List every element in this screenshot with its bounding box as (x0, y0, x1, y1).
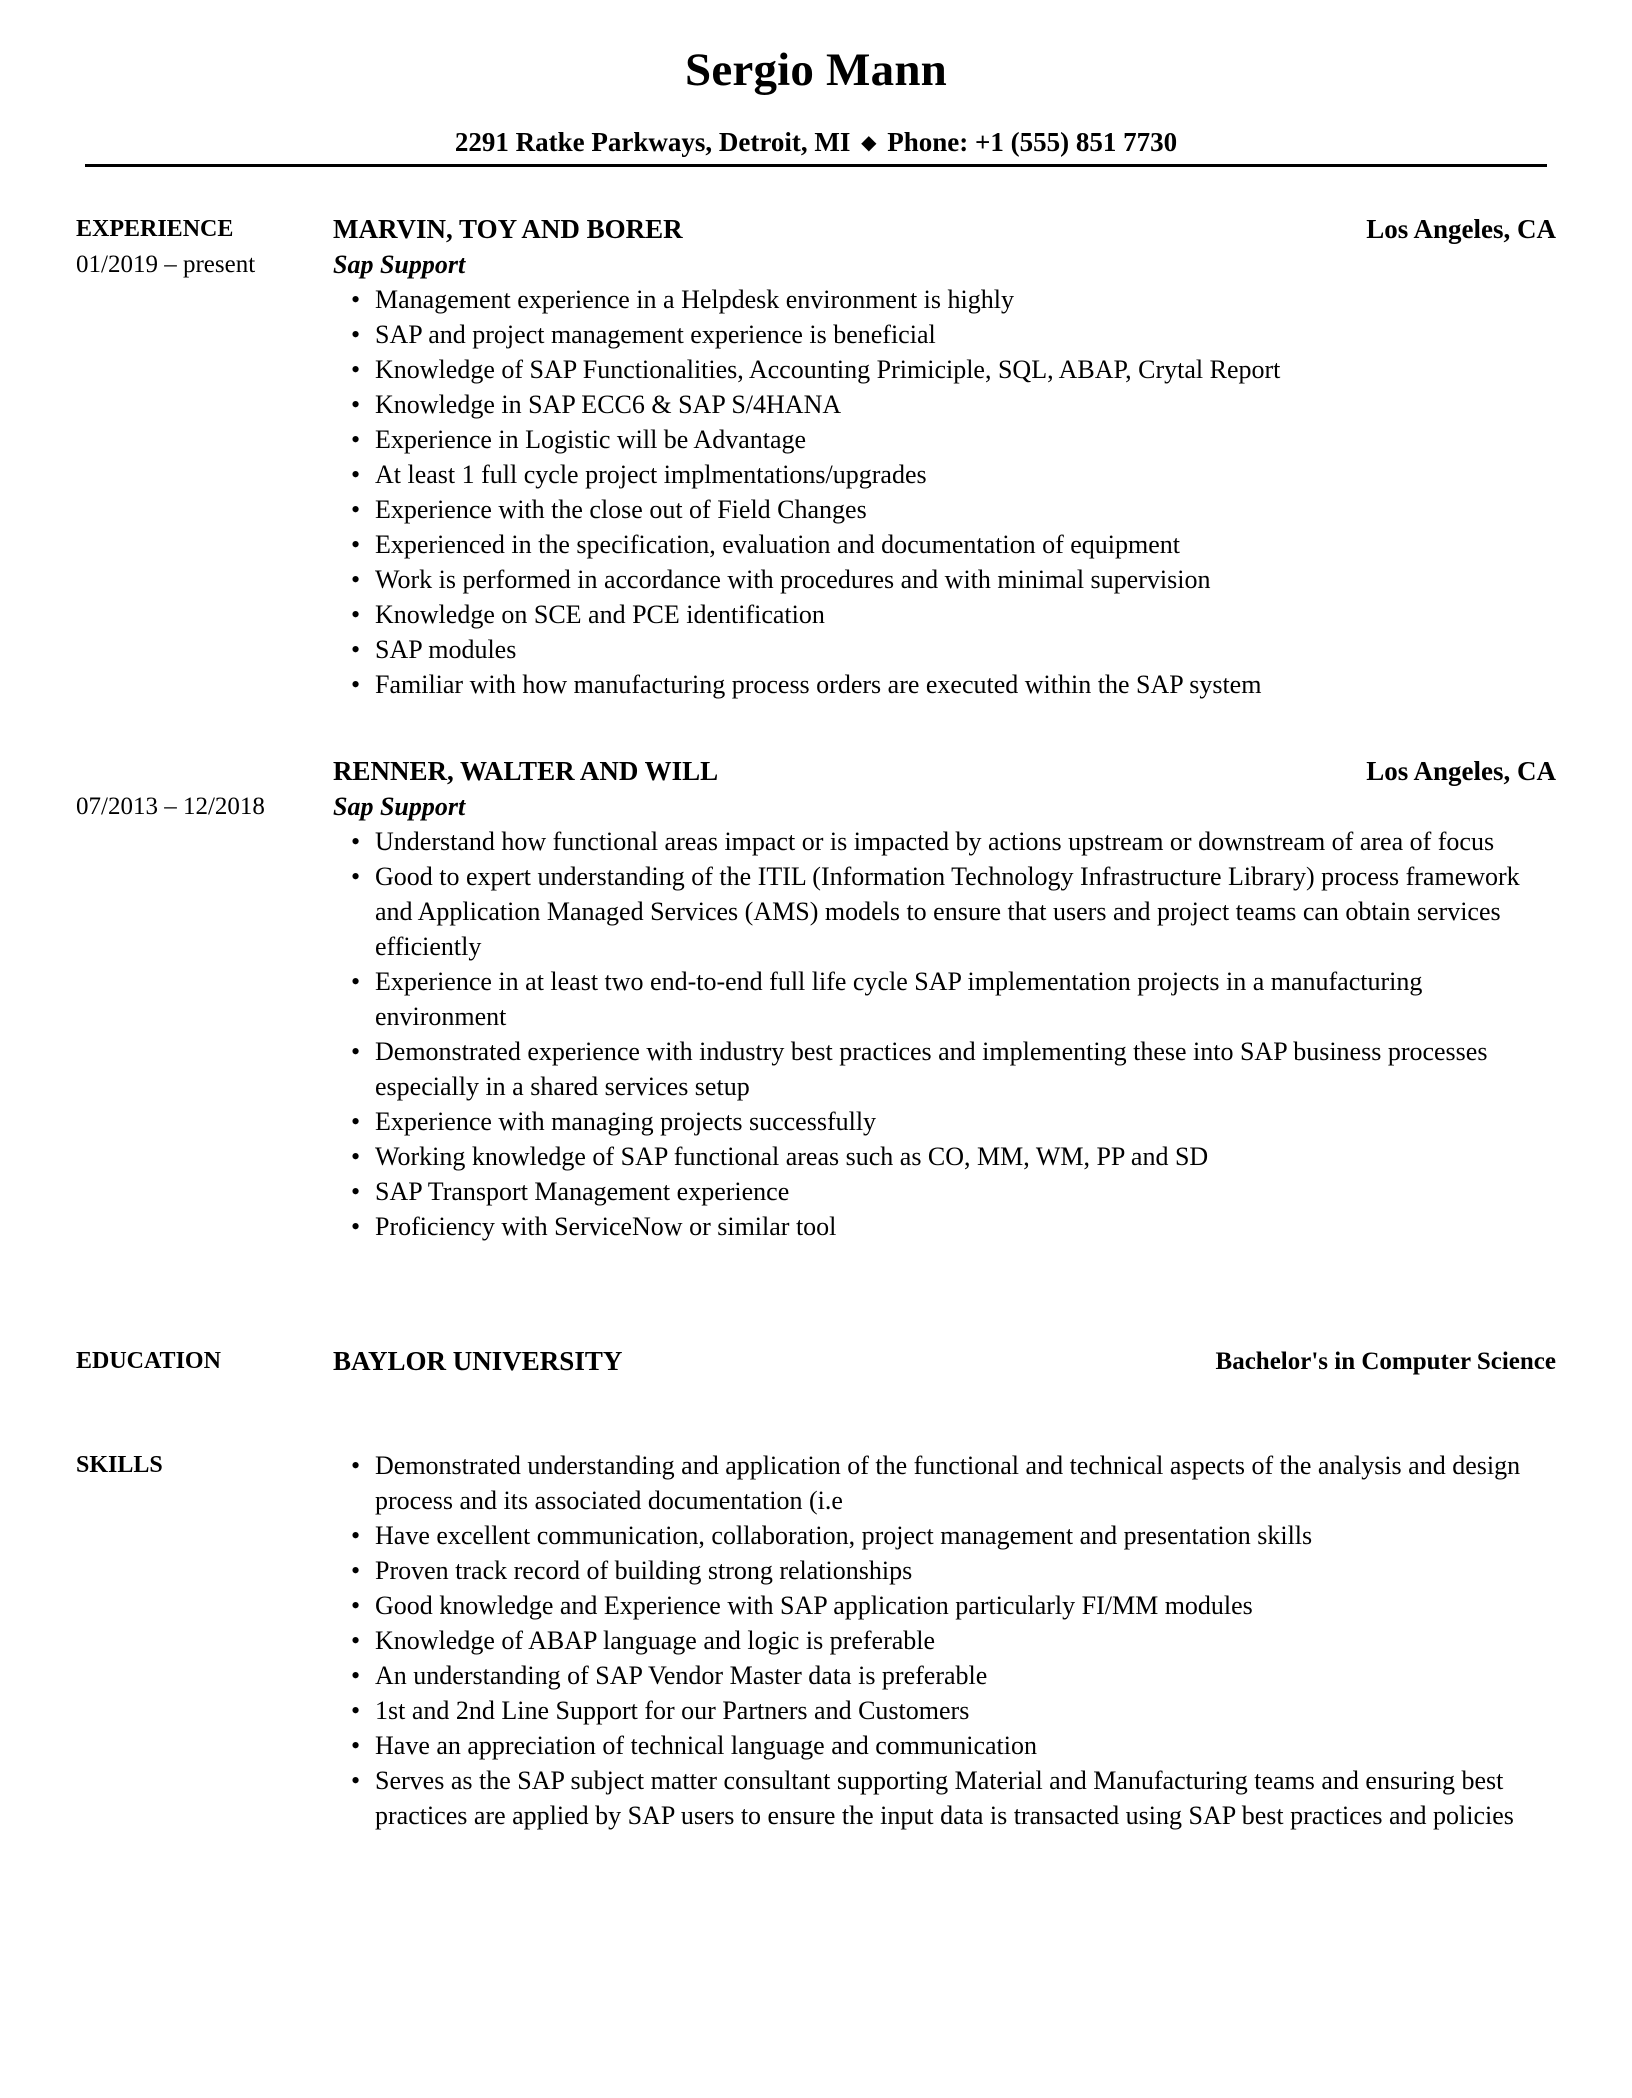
experience-section (76, 212, 1556, 702)
skill-item: • Serves as the SAP subject matter consultant supporting Material and Manufacturing teams and ensuring best practices are applied by SAP users to ensure the input data is transacted using SAP best practices and policies (375, 1763, 1556, 1833)
bullet-item: • Experience with managing projects successfully (375, 1104, 1556, 1139)
section-label-skills: SKILLS (76, 1452, 163, 1478)
bullet-item: • SAP and project management experience is beneficial (375, 317, 1556, 352)
bullet-item: • Familiar with how manufacturing process orders are executed within the SAP system (375, 667, 1556, 702)
bullet-item: • At least 1 full cycle project implmentations/upgrades (375, 457, 1556, 492)
job-entry (76, 754, 1556, 1244)
job-location: Los Angeles, CA (1366, 756, 1556, 786)
job-details (333, 754, 1556, 1244)
job-location: Los Angeles, CA (1366, 214, 1556, 244)
skill-item: • Good knowledge and Experience with SAP application particularly FI/MM modules (375, 1588, 1556, 1623)
skill-item: • Have excellent communication, collaboration, project management and presentation skills (375, 1518, 1556, 1553)
bullet-item: • Management experience in a Helpdesk environment is highly (375, 282, 1556, 317)
experience-section-job-2 (76, 754, 1556, 1244)
job-bullets (333, 824, 1556, 1244)
contact-line (0, 124, 1632, 163)
candidate-name: Sergio Mann (684, 44, 947, 96)
skill-item: • An understanding of SAP Vendor Master data is preferable (375, 1658, 1556, 1693)
skill-item: • Knowledge of ABAP language and logic is preferable (375, 1623, 1556, 1658)
left-column (76, 754, 333, 1244)
section-label-experience: EXPERIENCE (76, 216, 234, 242)
skills-bullets (333, 1448, 1556, 1833)
bullet-item: • Knowledge on SCE and PCE identification (375, 597, 1556, 632)
bullet-item: • Experienced in the specification, evaluation and documentation of equipment (375, 527, 1556, 562)
bullet-item: • Understand how functional areas impact or is impacted by actions upstream or downstream of area of focus (375, 824, 1556, 859)
bullet-item: • Experience with the close out of Field Changes (375, 492, 1556, 527)
skill-item: • 1st and 2nd Line Support for our Partners and Customers (375, 1693, 1556, 1728)
bullet-item: • Working knowledge of SAP functional areas such as CO, MM, WM, PP and SD (375, 1139, 1556, 1174)
bullet-item: • Proficiency with ServiceNow or similar tool (375, 1209, 1556, 1244)
job-entry (76, 212, 1556, 702)
skill-item: • Proven track record of building strong relationships (375, 1553, 1556, 1588)
job-details (333, 212, 1556, 702)
job-title: Sap Support (333, 250, 466, 279)
job-title: Sap Support (333, 792, 466, 821)
phone: Phone: +1 (555) 851 7730 (887, 127, 1178, 157)
bullet-item: • Good to expert understanding of the ITIL (Information Technology Infrastructure Library) process framework and Application Managed Services (AMS) models to ensure that users and project teams can obtain services efficiently (375, 859, 1556, 964)
job-header (333, 754, 1556, 789)
job-dates: 01/2019 – present (76, 251, 256, 278)
bullet-item: • Experience in at least two end-to-end full life cycle SAP implementation projects in a manufacturing environment (375, 964, 1556, 1034)
bullet-item: • Experience in Logistic will be Advantage (375, 422, 1556, 457)
header-divider (85, 164, 1547, 167)
skill-item: • Demonstrated understanding and application of the functional and technical aspects of the analysis and design process and its associated documentation (i.e (375, 1448, 1556, 1518)
diamond-separator-icon: ◆ (861, 132, 877, 154)
address: 2291 Ratke Parkways, Detroit, MI (454, 127, 851, 157)
bullet-item: • SAP modules (375, 632, 1556, 667)
skills-section (76, 1448, 1556, 1833)
company-name: MARVIN, TOY AND BORER (333, 214, 683, 244)
bullet-item: • Work is performed in accordance with procedures and with minimal supervision (375, 562, 1556, 597)
bullet-item: • SAP Transport Management experience (375, 1174, 1556, 1209)
education-section (76, 1344, 1556, 1379)
section-label-education: EDUCATION (76, 1348, 221, 1374)
education-entry (333, 1344, 1556, 1379)
job-header (333, 212, 1556, 247)
job-bullets (333, 282, 1556, 702)
degree: Bachelor's in Computer Science (1215, 1348, 1556, 1375)
bullet-item: • Knowledge of SAP Functionalities, Accounting Primiciple, SQL, ABAP, Crytal Report (375, 352, 1556, 387)
skill-item: • Have an appreciation of technical language and communication (375, 1728, 1556, 1763)
company-name: RENNER, WALTER AND WILL (333, 756, 719, 786)
bullet-item: • Demonstrated experience with industry best practices and implementing these into SAP business processes especially in a shared services setup (375, 1034, 1556, 1104)
school-name: BAYLOR UNIVERSITY (333, 1346, 623, 1376)
left-column (76, 212, 333, 702)
job-dates: 07/2013 – 12/2018 (76, 793, 265, 820)
bullet-item: • Knowledge in SAP ECC6 & SAP S/4HANA (375, 387, 1556, 422)
